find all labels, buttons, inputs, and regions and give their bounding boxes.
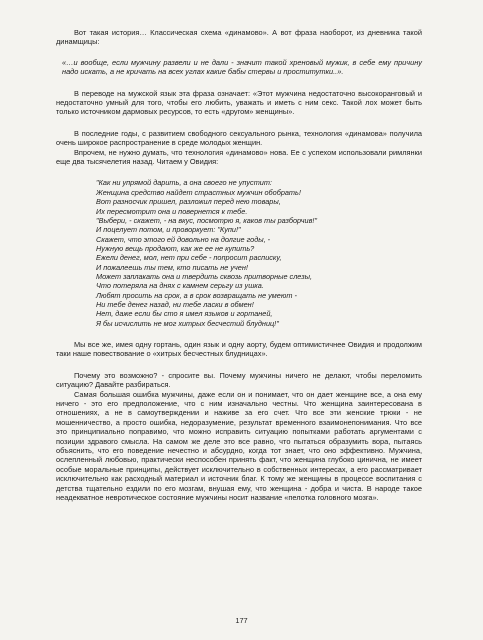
poem-line: Ни тебе денег назад, ни тебе ласки в обмен!: [96, 299, 254, 309]
poem-line: Вот разносчик пришел, разложил перед нею товары,: [96, 197, 281, 207]
paragraph-translation: В переводе на мужской язык эта фраза означает: «Этот мужчина недостаточно высокоранговый и недостаточно умный для того, чтобы его любить, уважать и иметь с ним секс. Такой лох может быть только источником дармовых ресурсов, то есть «другом» женщины».: [56, 88, 422, 117]
poem-line: Может заплакать она и твердить сквозь притворные слезы,: [96, 271, 313, 281]
poem-line: Я бы исчислить не мог хитрых бесчестий блудниц!": [96, 318, 279, 328]
poem-line: Любят просить на срок, а в срок возвращать не умеют -: [96, 290, 297, 300]
poem-line: Что потеряла на днях с камнем серьгу из ушка.: [96, 281, 264, 291]
paragraph-optimism: Мы все же, имея одну гортань, один язык и одну аорту, будем оптимистичнее Овидия и продолжим таки наше повествование о «хитрых бесчестных блудницах».: [56, 339, 422, 359]
poem-line: Нужную вещь продают, как же ее не купить?: [96, 243, 255, 253]
ovid-poem: [56, 178, 422, 328]
paragraph-biggest-mistake: Самая большая ошибка мужчины, даже если он и понимает, что он дает женщине все, а она ему ничего - это его предположение, что с ним изначально честны. Что женщина заинтересована в отношениях, а не в самоутверждении и наживе за его счет. Что все эти женские трюки - не мошенничество, а просто ошибка, недоразумение, результат временного взаимонепонимания. Что все это принципиально поправимо, что можно исправить ситуацию попытками работать аргументами с позиции здравого смысла. На самом же деле это все равно, что пытаться образумить вора, пытаясь объяснить, что его поведение нечестно и абсурдно, когда тот знает, что оно эффективно. Мужчина, ослепленный любовью, практически неспособен принять факт, что женщина глубоко цинична, не имеет особые моральные принципы, действует исключительно в собственных интересах, а его рассматривает исключительно как расходный материал и источник благ. К тому же женщины в процессе воспитания с детства тщательно ездили по его мозгам, внушая ему, что женщина - добра и чиста. В народе такое неадекватное невротическое состояние мужчины носит название «пелотка головного мозга».: [56, 389, 422, 503]
poem-line: Нет, даже если бы сто я имел языков и гортаней,: [96, 309, 273, 319]
diary-quote: «…и вообще, если мужчину развели и не дали - значит такой хреновый мужик, в себе ему причину надо искать, а не кричать на всех углах какие бабы стервы и проститутки..».: [62, 57, 422, 77]
poem-line: "Как ни упрямой дарить, а она своего не упустит:: [96, 178, 272, 188]
page-content: [56, 28, 422, 502]
poem-line: "Выбери, - скажет, - на вкус, посмотрю я, каков ты разборчив!": [96, 215, 318, 225]
paragraph-recent-years: В последние годы, с развитием свободного сексуального рынка, технология «динамова» получила очень широкое распространение в среде молодых женщин.: [56, 128, 422, 148]
poem-line: Ежели денег, мол, нет при себе - попросит расписку,: [96, 253, 282, 263]
poem-line: И пожалеешь ты тем, кто писать не учен!: [96, 262, 248, 272]
poem-line: Женщина средство найдет страстных мужчин обобрать!: [96, 187, 301, 197]
paragraph-ovid-intro: Впрочем, не нужно думать, что технология «динамово» нова. Ее с успехом использовали римлянки еще два тысячелетия назад. Читаем у Овидия:: [56, 147, 422, 167]
poem-line: Их пересмотрит она и повернется к тебе.: [96, 206, 248, 216]
paragraph-question: Почему это возможно? - спросите вы. Почему мужчины ничего не делают, чтобы переломить ситуацию? Давайте разбираться.: [56, 370, 422, 390]
paragraph-intro: Вот такая история… Классическая схема «динамово». А вот фраза наоборот, из дневника такой динамщицы:: [56, 28, 422, 47]
poem-line: И поцелует потом, и проворкует: "Купи!": [96, 225, 241, 235]
poem-line: Скажет, что этого ей довольно на долгие годы, -: [96, 234, 271, 244]
page-number: 177: [235, 616, 248, 625]
